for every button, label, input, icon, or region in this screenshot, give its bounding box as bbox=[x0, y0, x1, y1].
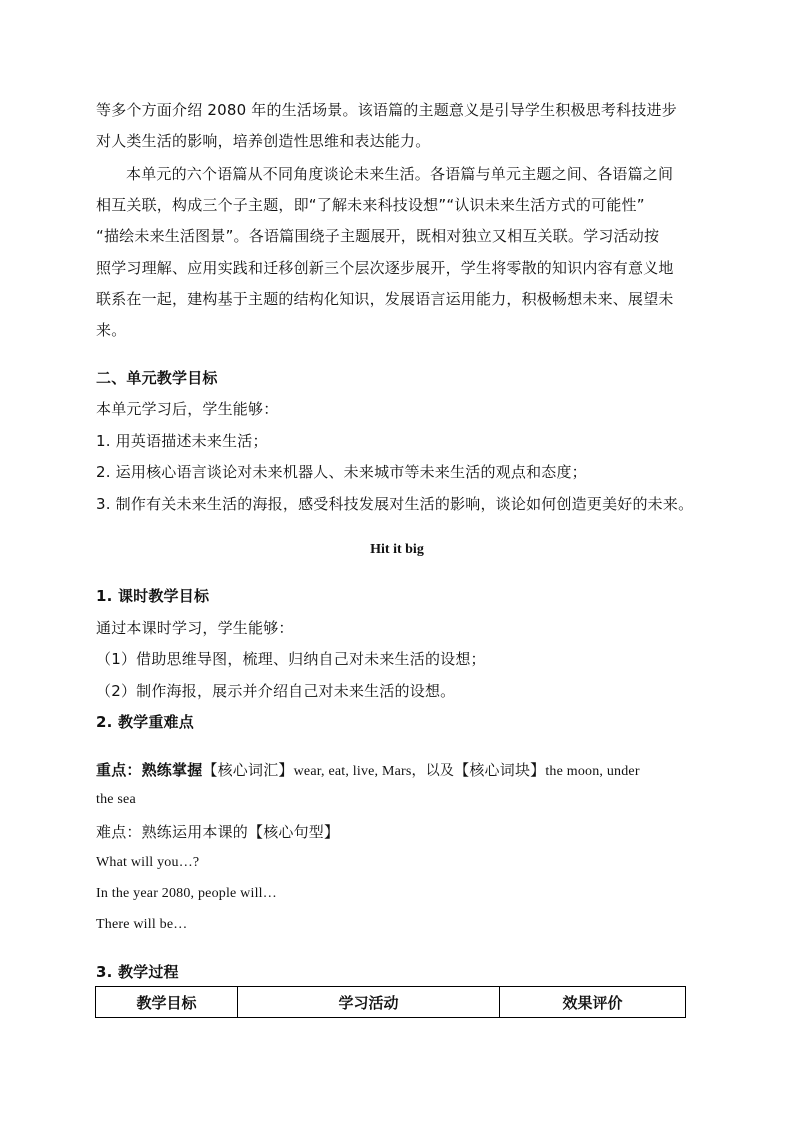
intro-line-3: 本单元的六个语篇从不同角度谈论未来生活。各语篇与单元主题之间、各语篇之间 bbox=[126, 165, 674, 183]
lesson-goal-item: （2）制作海报，展示并介绍自己对未来生活的设想。 bbox=[96, 682, 456, 700]
focus-chunk: the moon, under bbox=[545, 764, 640, 779]
intro-line-7: 联系在一起，建构基于主题的结构化知识，发展语言运用能力，积极畅想未来、展望未 bbox=[96, 290, 674, 308]
lesson-goal-item: （1）借助思维导图，梳理、归纳自己对未来生活的设想； bbox=[96, 650, 486, 668]
intro-line-2: 对人类生活的影响，培养创造性思维和表达能力。 bbox=[96, 132, 431, 150]
unit-goals-heading: 二、单元教学目标 bbox=[96, 369, 218, 387]
focus-line-cont: the sea bbox=[96, 792, 136, 807]
intro-line-5: “描绘未来生活图景”。各语篇围绕子主题展开，既相对独立又相互关联。学习活动按 bbox=[96, 227, 660, 245]
intro-line-4: 相互关联，构成三个子主题，即“了解未来科技设想”“认识未来生活方式的可能性” bbox=[96, 196, 645, 214]
unit-goal-item: 1. 用英语描述未来生活； bbox=[96, 432, 268, 450]
table-header-row bbox=[96, 987, 686, 1018]
sentence-pattern: There will be… bbox=[96, 917, 188, 932]
column-header-evaluation: 效果评价 bbox=[500, 987, 686, 1018]
unit-goal-item: 2. 运用核心语言谈论对未来机器人、未来城市等未来生活的观点和态度； bbox=[96, 463, 587, 481]
focus-label: 重点：熟练掌握 bbox=[96, 761, 203, 779]
process-heading: 3. 教学过程 bbox=[96, 963, 179, 981]
intro-line-1: 等多个方面介绍 2080 年的生活场景。该语篇的主题意义是引导学生积极思考科技进步 bbox=[96, 101, 677, 119]
unit-goals-lead: 本单元学习后，学生能够： bbox=[96, 400, 279, 418]
focus-vocab-tag: 【核心词汇】 bbox=[202, 761, 294, 779]
intro-line-8: 来。 bbox=[96, 321, 127, 339]
key-points-heading: 2. 教学重难点 bbox=[96, 713, 194, 731]
focus-line bbox=[96, 760, 716, 782]
column-header-activity: 学习活动 bbox=[238, 987, 500, 1018]
unit-goal-item: 3. 制作有关未来生活的海报，感受科技发展对生活的影响，谈论如何创造更美好的未来。 bbox=[96, 495, 694, 513]
lesson-goals-heading: 1. 课时教学目标 bbox=[96, 587, 210, 605]
sentence-pattern: What will you…? bbox=[96, 855, 200, 870]
difficulty-line: 难点：熟练运用本课的【核心句型】 bbox=[96, 823, 340, 841]
focus-chunk-tag: 【核心词块】 bbox=[454, 761, 546, 779]
column-header-goal: 教学目标 bbox=[96, 987, 238, 1018]
focus-vocab: wear, eat, live, Mars，以及 bbox=[293, 764, 455, 779]
process-table bbox=[95, 986, 686, 1018]
sentence-pattern: In the year 2080, people will… bbox=[96, 886, 277, 901]
intro-line-6: 照学习理解、应用实践和迁移创新三个层次逐步展开，学生将零散的知识内容有意义地 bbox=[96, 259, 674, 277]
lesson-goals-lead: 通过本课时学习，学生能够： bbox=[96, 619, 294, 637]
lesson-title: Hit it big bbox=[370, 542, 424, 557]
